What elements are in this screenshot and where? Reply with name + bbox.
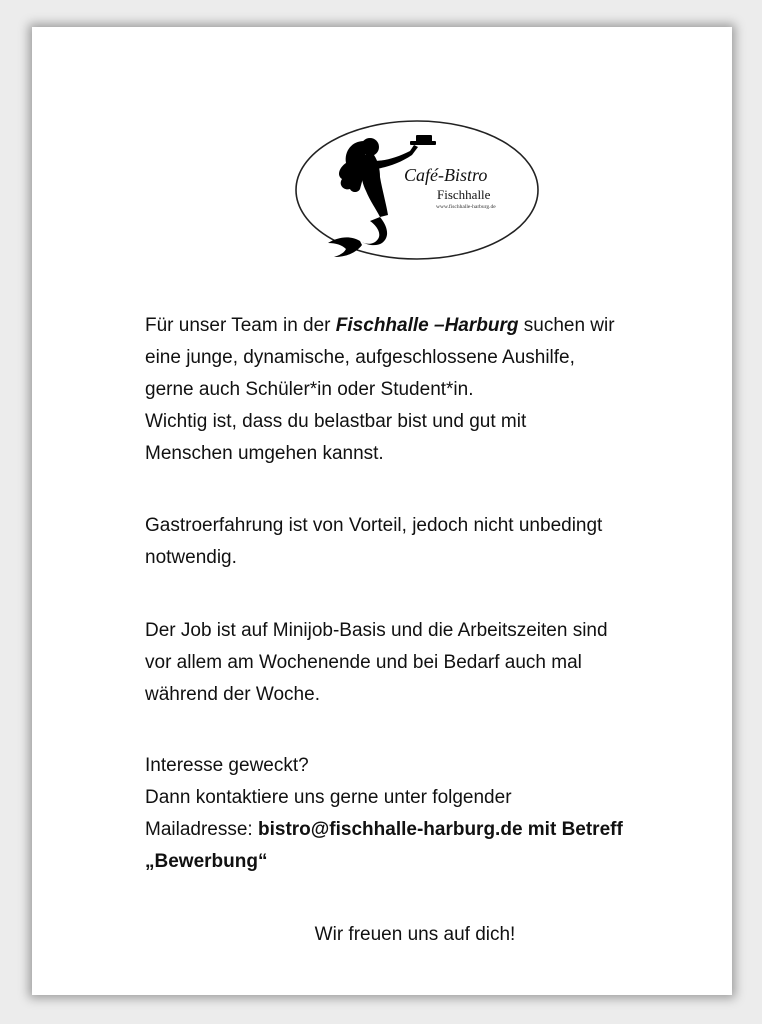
closing-line: Wir freuen uns auf dich!: [314, 924, 516, 945]
experience-line: notwendig.: [145, 547, 237, 568]
job-line: vor allem am Wochenende und bei Bedarf auch mal: [145, 652, 582, 673]
intro-line: Menschen umgehen kannst.: [145, 443, 384, 464]
contact-line: Dann kontaktiere uns gerne unter folgender: [145, 787, 512, 808]
intro-line: Für unser Team in der Fischhalle –Harburg suchen wir: [145, 315, 615, 336]
svg-text:Fischhalle: Fischhalle: [437, 187, 491, 202]
contact-line: Mailadresse: bistro@fischhalle-harburg.de mit Betreff: [145, 819, 623, 840]
job-paragraph: [145, 615, 705, 711]
job-line: Der Job ist auf Minijob-Basis und die Arbeitszeiten sind: [145, 620, 608, 641]
email-address: bistro@fischhalle-harburg.de mit Betreff: [258, 819, 623, 840]
intro-line: eine junge, dynamische, aufgeschlossene Aushilfe,: [145, 347, 575, 368]
flyer-page: [32, 27, 732, 995]
experience-paragraph: [145, 510, 705, 574]
experience-line: Gastroerfahrung ist von Vorteil, jedoch nicht unbedingt: [145, 515, 603, 536]
intro-paragraph: [145, 310, 705, 470]
intro-line: Wichtig ist, dass du belastbar bist und gut mit: [145, 411, 527, 432]
contact-line: Interesse geweckt?: [145, 755, 309, 776]
job-line: während der Woche.: [145, 684, 320, 705]
contact-paragraph: [145, 750, 705, 878]
intro-line: gerne auch Schüler*in oder Student*in.: [145, 379, 474, 400]
cafe-bistro-logo: [294, 119, 540, 261]
svg-text:www.fischhalle-harburg.de: www.fischhalle-harburg.de: [436, 204, 496, 210]
svg-text:Café-Bistro: Café-Bistro: [404, 165, 488, 185]
location-name: Fischhalle –Harburg: [335, 315, 519, 336]
application-subject: „Bewerbung“: [145, 851, 268, 872]
